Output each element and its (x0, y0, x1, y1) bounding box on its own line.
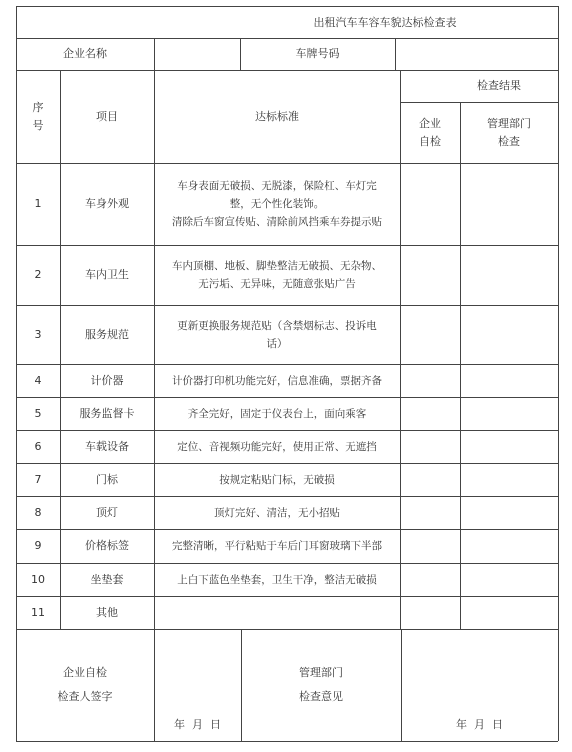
self-check-cell[interactable] (400, 529, 460, 563)
plate-number-label: 车牌号码 (295, 47, 340, 60)
self-check-cell[interactable] (400, 364, 460, 397)
row-standard: 车身表面无破损、无脱漆，保险杠、车灯完 整，无个性化装饰。 清除后车窗宣传贴、清除前风挡乘车券提示贴 (172, 180, 382, 228)
self-check-cell[interactable] (400, 496, 460, 529)
self-check-cell[interactable] (400, 245, 460, 305)
company-name-label: 企业名称 (63, 47, 107, 60)
row-number: 1 (34, 197, 42, 210)
row-item: 服务规范 (85, 327, 129, 341)
row-standard: 顶灯完好、清洁，无小招贴 (214, 506, 340, 519)
mgmt-check-cell[interactable] (460, 563, 558, 596)
row-standard: 定位、音视频功能完好，使用正常、无遮挡 (177, 440, 377, 453)
row-number: 2 (34, 268, 42, 281)
mgmt-check-cell[interactable] (460, 305, 558, 364)
self-check-cell[interactable] (400, 397, 460, 430)
row-number: 5 (34, 406, 42, 420)
mgmt-check-cell[interactable] (460, 529, 558, 563)
row-standard: 上白下蓝色坐垫套，卫生干净，整洁无破损 (177, 573, 377, 586)
row-number: 6 (34, 439, 42, 453)
mgmt-check-cell[interactable] (460, 596, 558, 629)
self-check-date: 年 月 日 (174, 718, 221, 731)
row-standard (154, 596, 400, 629)
col-header-seq: 序 号 (32, 100, 44, 132)
row-item: 价格标签 (85, 539, 129, 552)
mgmt-check-cell[interactable] (460, 245, 558, 305)
company-name-field[interactable] (154, 38, 240, 70)
row-number: 4 (34, 373, 42, 387)
rule (16, 6, 558, 7)
self-check-signature-label: 企业自检 检查人签字 (57, 666, 113, 703)
mgmt-check-cell[interactable] (460, 364, 558, 397)
row-item: 其他 (96, 605, 118, 619)
mgmt-check-cell[interactable] (460, 397, 558, 430)
row-number: 9 (34, 539, 42, 552)
row-item: 坐垫套 (90, 572, 124, 586)
row-item: 车内卫生 (85, 268, 129, 281)
form-title: 出租汽车车容车貌达标检查表 (313, 16, 457, 29)
self-check-cell[interactable] (400, 596, 460, 629)
row-item: 服务监督卡 (79, 406, 135, 420)
self-check-cell[interactable] (400, 163, 460, 245)
col-header-result: 检查结果 (477, 79, 521, 92)
row-standard: 计价器打印机功能完好，信息准确，票据齐备 (172, 374, 382, 387)
mgmt-check-cell[interactable] (460, 496, 558, 529)
col-header-item: 项目 (96, 109, 118, 123)
mgmt-check-cell[interactable] (460, 430, 558, 463)
self-check-cell[interactable] (400, 463, 460, 496)
col-header-standard: 达标标准 (255, 109, 299, 123)
row-standard: 齐全完好，固定于仪表台上，面向乘客 (187, 407, 367, 420)
row-number: 3 (34, 327, 42, 341)
self-check-cell[interactable] (400, 430, 460, 463)
row-standard: 车内顶棚、地板、脚垫整洁无破损、无杂物、 无污垢、无异味，无随意张贴广告 (172, 260, 382, 290)
mgmt-opinion-label: 管理部门 检查意见 (299, 666, 343, 703)
self-check-cell[interactable] (400, 305, 460, 364)
row-item: 门标 (96, 472, 118, 486)
row-item: 计价器 (90, 373, 124, 387)
rule (558, 6, 559, 741)
rule (16, 741, 558, 742)
row-item: 车载设备 (85, 439, 129, 453)
row-number: 11 (31, 605, 45, 619)
row-standard: 更新更换服务规范贴（含禁烟标志、投诉电 话） (177, 319, 377, 350)
mgmt-check-cell[interactable] (460, 463, 558, 496)
row-standard: 按规定粘贴门标，无破损 (219, 473, 335, 486)
self-check-signature-field[interactable] (154, 629, 241, 711)
row-number: 7 (34, 472, 42, 486)
row-item: 车身外观 (85, 197, 129, 210)
mgmt-opinion-date: 年 月 日 (456, 718, 503, 731)
mgmt-opinion-field[interactable] (401, 629, 558, 711)
mgmt-check-cell[interactable] (460, 163, 558, 245)
col-header-self-check: 企业 自检 (419, 116, 441, 148)
row-item: 顶灯 (96, 505, 118, 519)
plate-number-field[interactable] (395, 38, 558, 70)
self-check-cell[interactable] (400, 563, 460, 596)
row-number: 10 (31, 572, 45, 586)
row-number: 8 (34, 505, 42, 519)
row-standard: 完整清晰，平行粘贴于车后门耳窗玻璃下半部 (172, 540, 382, 552)
col-header-mgmt-check: 管理部门 检查 (487, 116, 531, 148)
